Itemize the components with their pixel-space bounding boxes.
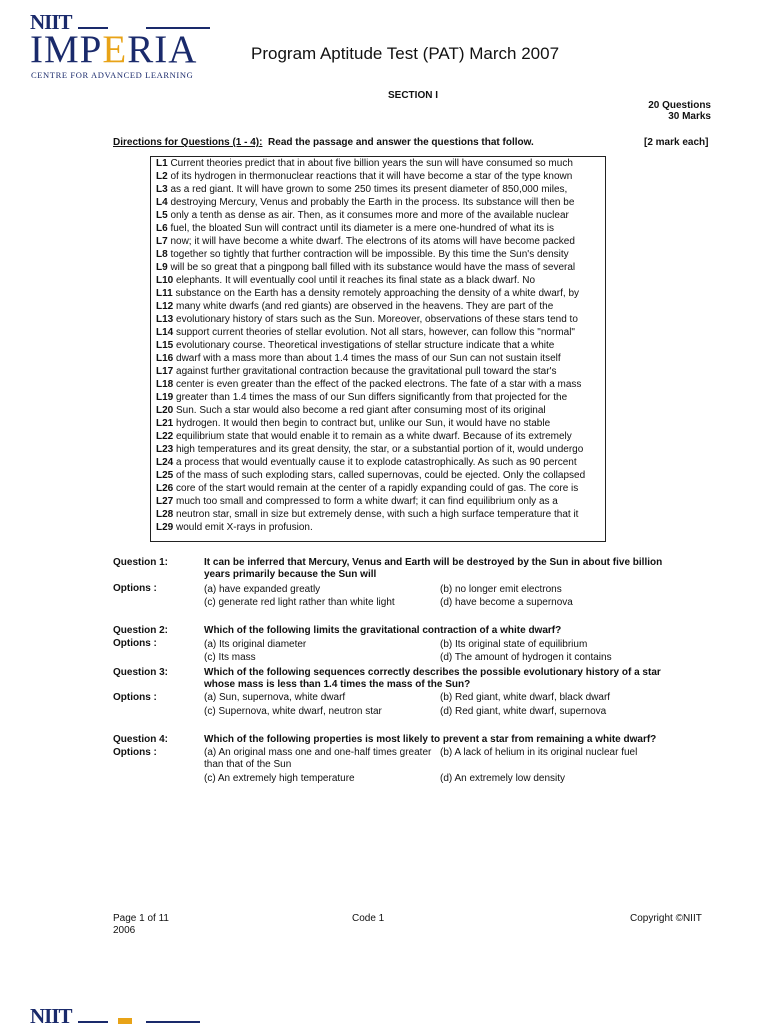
question-2-option-d[interactable]: (d) The amount of hydrogen it contains: [440, 652, 612, 663]
page-year: 2006: [113, 925, 136, 936]
passage-line: L2 of its hydrogen in thermonuclear reactions that it will have become a star of the type known: [156, 171, 573, 182]
passage-line: L24 a process that would eventually cause it to explode catastrophically. As such as 90 percent: [156, 457, 577, 468]
question-3-option-a[interactable]: (a) Sun, supernova, white dwarf: [204, 692, 346, 703]
passage-line: L13 evolutionary history of stars such as the Sun. Moreover, observations of these stars tend to: [156, 314, 578, 325]
passage-line: L12 many white dwarfs (and red giants) are observed in the heavens. They are part of the: [156, 301, 554, 312]
question-2-option-a[interactable]: (a) Its original diameter: [204, 639, 307, 650]
copyright-notice: Copyright ©NIIT: [630, 913, 702, 924]
passage-line: L14 support current theories of stellar evolution. Not all stars, however, can follow this "normal": [156, 327, 575, 338]
question-2-text: Which of the following limits the gravitational contraction of a white dwarf?: [204, 625, 562, 636]
question-4-option-c[interactable]: (c) An extremely high temperature: [204, 773, 355, 784]
passage-line: L22 equilibrium state that would enable it to remain as a white dwarf. Because of its extremely: [156, 431, 572, 442]
questions-count: 20 Questions: [648, 100, 711, 111]
question-1-text-cont: years primarily because the Sun will: [204, 569, 377, 580]
question-1-option-d[interactable]: (d) have become a supernova: [440, 597, 573, 608]
paper-code: Code 1: [352, 913, 385, 924]
question-3-text: Which of the following sequences correctly describes the possible evolutionary history of a star: [204, 667, 661, 678]
passage-line: L1 Current theories predict that in about five billion years the sun will have consumed so much: [156, 158, 573, 169]
passage-line: L11 substance on the Earth has a density remotely approaching the density of a white dwarf, by: [156, 288, 580, 299]
passage-line: L21 hydrogen. It would then begin to contract but, unlike our Sun, it would have no stable: [156, 418, 551, 429]
passage-line: L18 center is even greater than the effect of the packed electrons. The fate of a star with a mass: [156, 379, 582, 390]
section-heading: SECTION I: [388, 90, 439, 101]
logo-name-part2: RIA: [127, 28, 198, 71]
directions-text: Read the passage and answer the questions that follow.: [268, 137, 534, 148]
question-4-option-d[interactable]: (d) An extremely low density: [440, 773, 566, 784]
logo-name: [30, 30, 197, 69]
passage-line: L9 will be so great that a pingpong ball filled with its substance would have the mass of several: [156, 262, 576, 273]
niit-imperia-logo: [30, 10, 200, 80]
logo-brand: NIIT: [30, 10, 72, 34]
passage-line: L5 only a tenth as dense as air. Then, as it consumes more and more of the available nuclear: [156, 210, 569, 221]
question-4-option-a-cont[interactable]: than that of the Sun: [204, 759, 292, 770]
passage-line: L26 core of the start would remain at the center of a rapidly expanding could of gas. The core is: [156, 483, 579, 494]
passage-line: L20 Sun. Such a star would also become a red giant after consuming most of its original: [156, 405, 546, 416]
passage-line: L17 against further gravitational contraction because the gravitational pull toward the star's: [156, 366, 557, 377]
options-label: Options :: [113, 692, 157, 703]
options-label: Options :: [113, 583, 157, 594]
question-3-option-d[interactable]: (d) Red giant, white dwarf, supernova: [440, 706, 607, 717]
page-number: Page 1 of 11: [113, 913, 169, 924]
question-2-label: Question 2:: [113, 625, 169, 636]
question-4-text: Which of the following properties is most likely to prevent a star from remaining a white dwarf?: [204, 734, 657, 745]
question-2-option-b[interactable]: (b) Its original state of equilibrium: [440, 639, 588, 650]
passage-line: L28 neutron star, small in size but extremely dense, with such a high surface temperature that it: [156, 509, 579, 520]
page-title: Program Aptitude Test (PAT) March 2007: [251, 44, 560, 63]
question-1-option-b[interactable]: (b) no longer emit electrons: [440, 584, 562, 595]
question-1-option-c[interactable]: (c) generate red light rather than white light: [204, 597, 395, 608]
question-3-text-cont: whose mass is less than 1.4 times the mass of the Sun?: [204, 679, 471, 690]
passage-line: L10 elephants. It will eventually cool until it reaches its final state as a black dwarf. No: [156, 275, 536, 286]
question-3-label: Question 3:: [113, 667, 169, 678]
next-page-logo-e-mark: [118, 1018, 132, 1024]
next-page-logo-brand: NIIT: [30, 1004, 72, 1024]
next-page-logo: [30, 1004, 200, 1024]
passage-line: L4 destroying Mercury, Venus and probably the Earth in the process. Its substance will then be: [156, 197, 575, 208]
passage-line: L27 much too small and compressed to form a white dwarf; it can find equilibrium only as a: [156, 496, 558, 507]
passage-line: L29 would emit X-rays in profusion.: [156, 522, 313, 533]
next-page-logo-rule-left: [78, 1021, 108, 1023]
section-summary: [648, 100, 711, 122]
options-label: Options :: [113, 747, 157, 758]
question-4-option-b[interactable]: (b) A lack of helium in its original nuclear fuel: [440, 747, 638, 758]
passage-line: L15 evolutionary course. Theoretical investigations of stellar structure indicate that a white: [156, 340, 555, 351]
marks-per-question: [2 mark each]: [644, 137, 709, 148]
directions-label: Directions for Questions (1 - 4):: [113, 137, 263, 148]
question-3-option-c[interactable]: (c) Supernova, white dwarf, neutron star: [204, 706, 382, 717]
question-1-text: It can be inferred that Mercury, Venus and Earth will be destroyed by the Sun in about five billion: [204, 557, 663, 568]
passage-line: L23 high temperatures and its great density, the star, or a substantial portion of it, would undergo: [156, 444, 584, 455]
logo-tagline: CENTRE FOR ADVANCED LEARNING: [31, 70, 194, 80]
passage-line: L16 dwarf with a mass more than about 1.4 times the mass of our Sun can not sustain itself: [156, 353, 561, 364]
question-4-label: Question 4:: [113, 734, 169, 745]
question-3-option-b[interactable]: (b) Red giant, white dwarf, black dwarf: [440, 692, 611, 703]
logo-name-part1: IMP: [30, 28, 103, 71]
next-page-logo-rule-right: [146, 1021, 200, 1023]
question-2-option-c[interactable]: (c) Its mass: [204, 652, 256, 663]
question-1-option-a[interactable]: (a) have expanded greatly: [204, 584, 321, 595]
question-1-label: Question 1:: [113, 557, 169, 568]
reading-passage: [150, 156, 606, 542]
options-label: Options :: [113, 638, 157, 649]
passage-line: L3 as a red giant. It will have grown to some 250 times its present diameter of 850,000 miles,: [156, 184, 568, 195]
marks-total: 30 Marks: [668, 111, 711, 122]
passage-line: L7 now; it will have become a white dwarf. The electrons of its atoms will have become packed: [156, 236, 575, 247]
passage-line: L8 together so tightly that further contraction will be impossible. By this time the Sun's density: [156, 249, 569, 260]
directions: [113, 137, 534, 148]
passage-line: L6 fuel, the bloated Sun will contract until its diameter is a mere one-hundred of what its is: [156, 223, 554, 234]
logo-name-e: E: [102, 28, 128, 71]
passage-line: L19 greater than 1.4 times the mass of our Sun differs significantly from that projected for the: [156, 392, 568, 403]
passage-line: L25 of the mass of such exploding stars, called supernovas, could be ejected. Only the collapsed: [156, 470, 586, 481]
question-4-option-a[interactable]: (a) An original mass one and one-half times greater: [204, 747, 432, 758]
